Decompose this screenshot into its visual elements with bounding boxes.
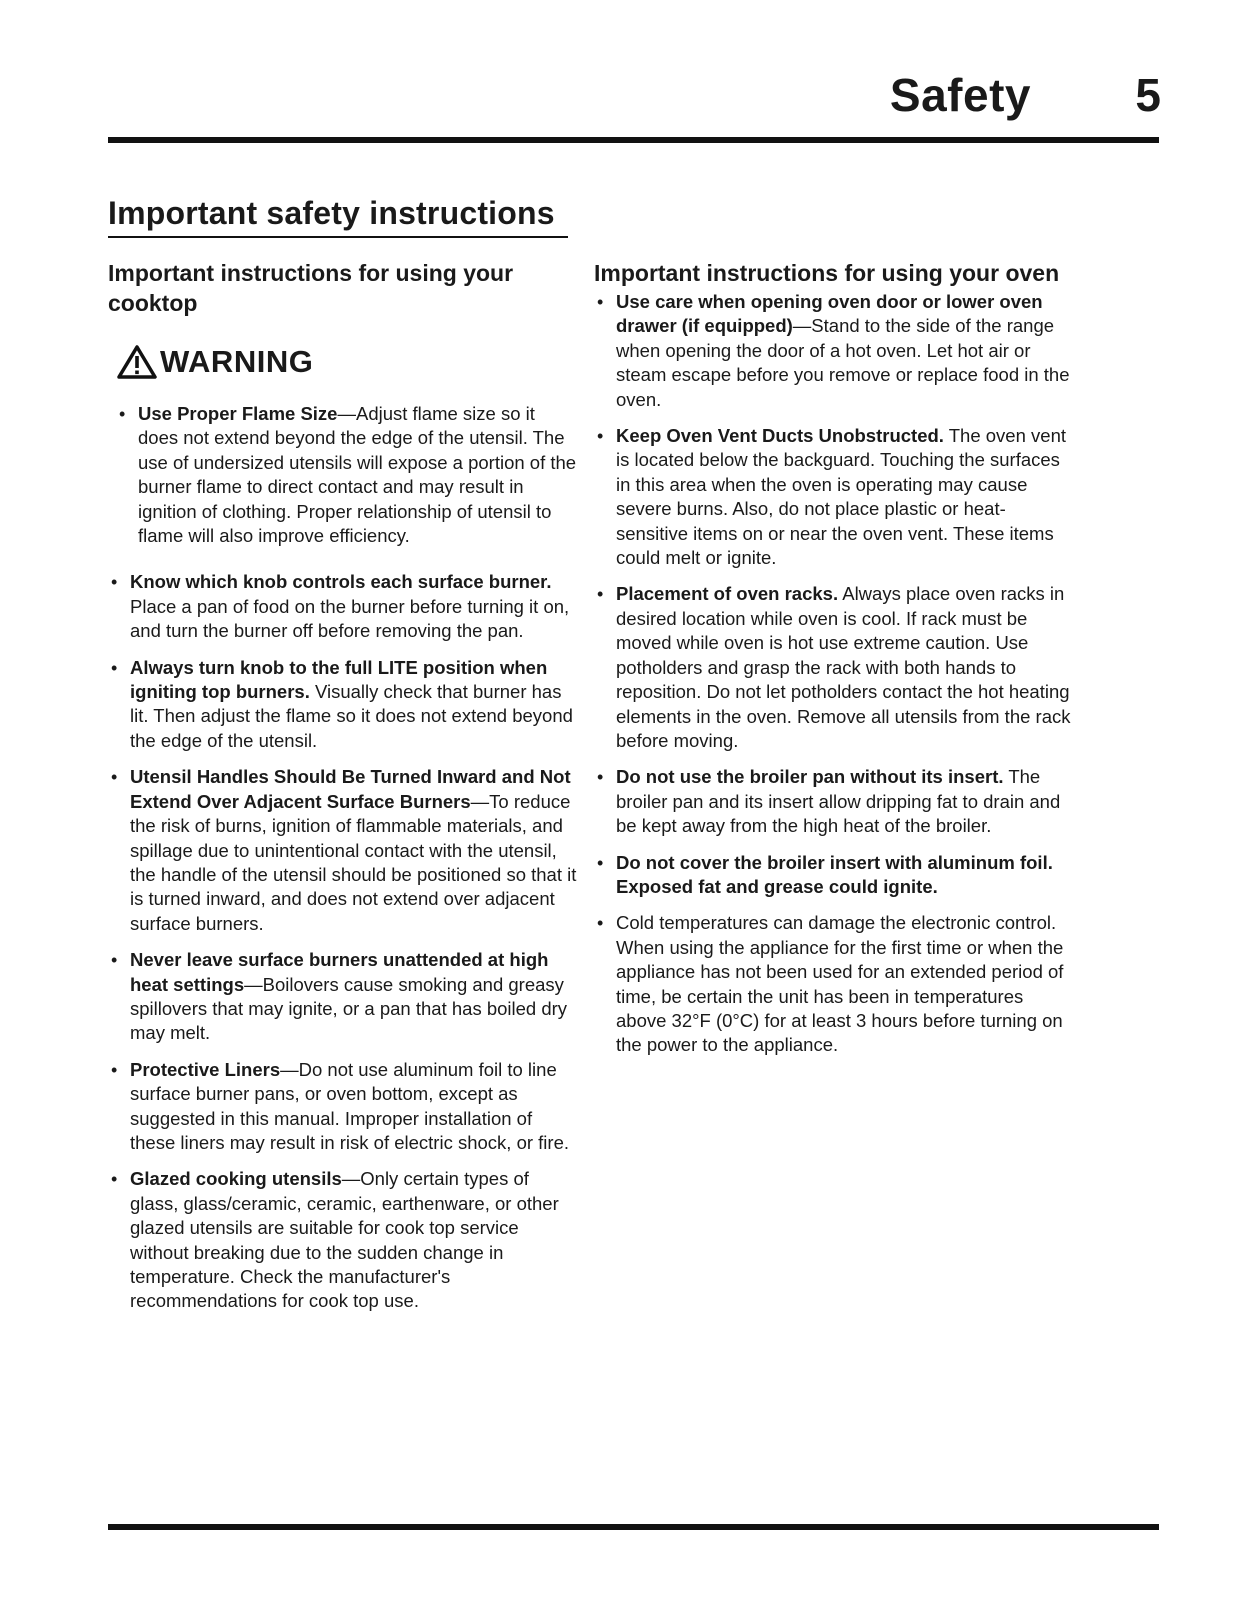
list-item	[108, 656, 578, 754]
list-item	[108, 765, 578, 936]
list-item	[594, 765, 1074, 838]
item-lead: Glazed cooking utensils	[130, 1168, 342, 1190]
item-text: Always place oven racks in desired location while oven is cool. If rack must be moved while oven is hot use extreme caution. Use potholders and grasp the rack with both hands to reposition. Do not let potholders contact the hot heating elements in the oven. Remove all utensils from the rack before moving.	[616, 583, 1071, 751]
item-separator: —	[280, 1058, 299, 1080]
bullet: •	[111, 572, 118, 593]
list-item	[108, 948, 578, 1046]
page-header	[108, 62, 1161, 122]
item-lead: Use care when opening oven door or lower oven drawer (if equipped)	[616, 291, 1043, 337]
item-text: The oven vent is located below the backguard. Touching the surfaces in this area when the oven is operating may cause severe burns. Also, do not place plastic or heat-sensitive items on or near the oven vent. These items could melt or ignite.	[616, 425, 1066, 569]
bullet: •	[111, 1059, 118, 1080]
warning-banner	[116, 344, 578, 380]
page-title: Important safety instructions	[108, 195, 568, 238]
item-lead: Do not use the broiler pan without its insert.	[616, 766, 1004, 788]
item-lead: Protective Liners	[130, 1058, 281, 1080]
cooktop-list	[108, 570, 578, 1313]
item-lead: Know which knob controls each surface burner.	[130, 571, 552, 593]
top-rule	[108, 137, 1159, 143]
warning-list	[108, 402, 578, 548]
list-item	[108, 1058, 578, 1156]
list-item	[594, 290, 1074, 412]
item-lead: Use Proper Flame Size	[138, 403, 338, 424]
item-lead: Do not cover the broiler insert with aluminum foil. Exposed fat and grease could ignite.	[616, 851, 1053, 897]
item-separator: —	[337, 403, 356, 424]
bullet: •	[597, 767, 604, 788]
item-text: Stand to the side of the range when opening the door of a hot oven. Let hot air or steam escape before you remove or replace food in the oven.	[616, 315, 1070, 410]
warning-triangle-icon	[116, 344, 158, 380]
oven-section-title: Important instructions for using your oven	[594, 260, 1060, 286]
item-text: Cold temperatures can damage the electronic control. When using the appliance for the first time or when the appliance has not been used for an extended period of time, be certain the unit has been in temperatures above 32°F (0°C) for at least 3 hours before turning on the power to the appliance.	[616, 912, 1064, 1056]
item-text: Place a pan of food on the burner before turning it on, and turn the burner off before removing the pan.	[130, 595, 570, 642]
item-text: Adjust flame size so it does not extend beyond the edge of the utensil. The use of undersized utensils will expose a portion of the burner flame to direct contact and may result in ignition of clothing. Proper relationship of utensil to flame will also improve efficiency.	[138, 403, 577, 547]
bullet: •	[597, 852, 604, 873]
item-text: The broiler pan and its insert allow dripping fat to drain and be kept away from the high heat of the broiler.	[616, 766, 1061, 837]
bullet: •	[119, 404, 126, 424]
item-text: Visually check that burner has lit. Then adjust the flame so it does not extend beyond the edge of the utensil.	[130, 681, 573, 751]
item-lead: Keep Oven Vent Ducts Unobstructed.	[616, 425, 944, 447]
list-item	[108, 1167, 578, 1313]
bottom-rule	[108, 1524, 1159, 1530]
list-item	[108, 570, 578, 643]
bullet: •	[111, 657, 118, 678]
item-text: Do not use aluminum foil to line surface burner pans, or oven bottom, except as suggested in this manual. Improper installation of these liners may result in risk of electric shock, or fire.	[130, 1058, 570, 1153]
warning-label: WARNING	[160, 344, 314, 379]
list-item	[594, 851, 1074, 900]
cooktop-column	[108, 258, 578, 1326]
item-separator: —	[341, 1168, 361, 1190]
list-item	[594, 424, 1074, 570]
list-item	[594, 582, 1074, 753]
bullet: •	[111, 767, 118, 788]
bullet: •	[111, 1169, 118, 1190]
cooktop-section-title: Important instructions for using your cooktop	[108, 260, 514, 316]
item-lead: Always turn knob to the full LITE position when igniting top burners.	[130, 656, 548, 703]
bullet: •	[111, 950, 118, 971]
oven-column	[594, 258, 1074, 1070]
item-lead: Utensil Handles Should Be Turned Inward and Not Extend Over Adjacent Surface Burners	[130, 766, 571, 812]
item-lead: Placement of oven racks.	[616, 583, 839, 605]
item-separator: —	[470, 790, 490, 812]
list-item	[594, 911, 1074, 1057]
item-separator: —	[792, 315, 812, 337]
bullet: •	[597, 292, 604, 312]
item-lead: Never leave surface burners unattended at high heat settings	[130, 949, 549, 995]
page-number: 5	[1135, 69, 1161, 121]
item-text: To reduce the risk of burns, ignition of flammable materials, and spillage due to unintentional contact with the utensil, the handle of the utensil should be positioned so that it is turned inward, and does not extend over adjacent surface burners.	[130, 790, 577, 934]
item-text: Boilovers cause smoking and greasy spillovers that may ignite, or a pan that has boiled dry may melt.	[130, 973, 568, 1044]
item-text: Only certain types of glass, glass/ceramic, ceramic, earthenware, or other glazed utensils are suitable for cook top service without breaking due to the sudden change in temperature. Check the manufacturer's recommendations for cook top use.	[130, 1168, 559, 1312]
bullet: •	[597, 426, 604, 447]
bullet: •	[597, 584, 604, 605]
list-item	[116, 402, 578, 548]
item-separator: —	[244, 973, 263, 995]
bullet: •	[597, 913, 604, 934]
section-name: Safety	[889, 69, 1031, 121]
oven-list	[594, 290, 1074, 1058]
